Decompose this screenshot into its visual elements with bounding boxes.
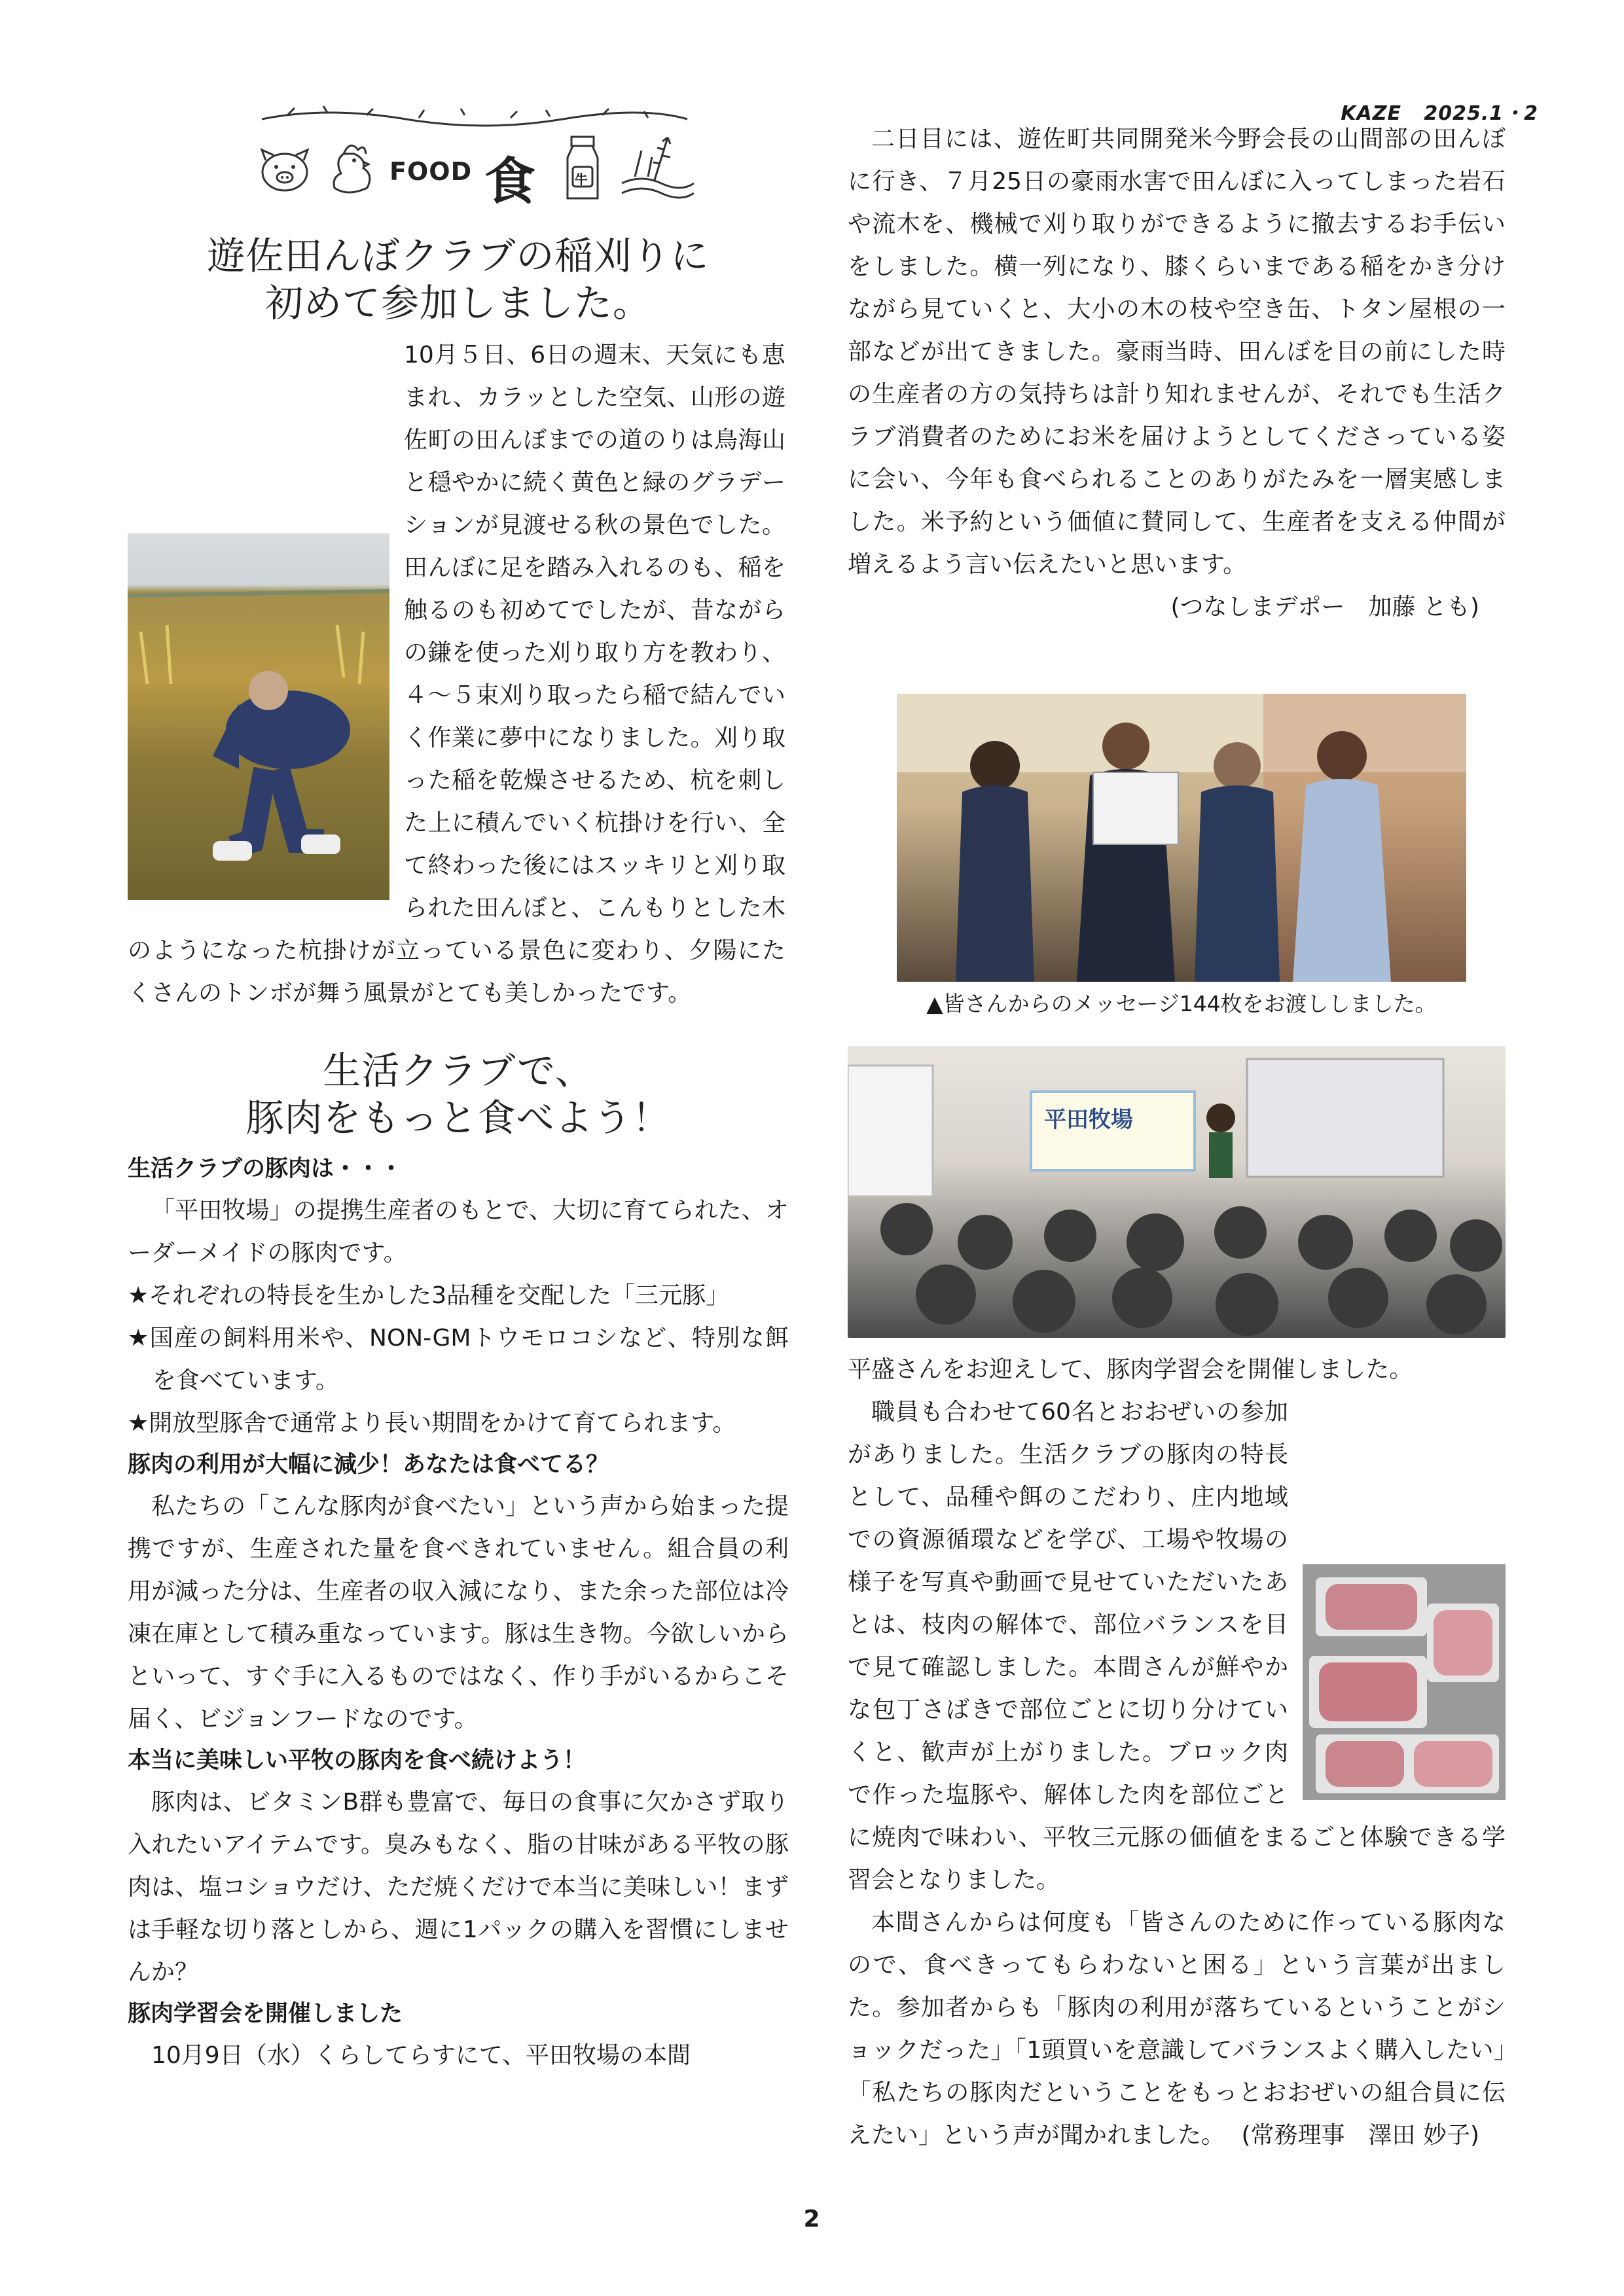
article1-title-line1: 遊佐田んぼクラブの稲刈りに <box>207 234 710 278</box>
pork-delicious-para: 豚肉は、ビタミンB群も豊富で、毎日の食事に欠かさず取り入れたいアイテムです。臭みもなく、脂の甘味がある平牧の豚肉は、塩コショウだけ、ただ焼くだけで本当に美味しい！まずは手軽な切り落としから、週に1パックの購入を習慣にしませんか？ <box>128 1789 789 1986</box>
group-photo-caption: ▲皆さんからのメッセージ144枚をお渡ししました。 <box>926 991 1437 1016</box>
food-label-en: FOOD <box>389 157 473 186</box>
pork-feature-2: ★国産の飼料用米や、NON-GMトウモロコシなど、特別な餌を食べています。 <box>128 1325 789 1394</box>
article1-author: (つなしまデポー 加藤 とも) <box>1170 594 1479 620</box>
group-message-photo <box>897 694 1466 982</box>
food-label-jp: 食 <box>484 152 536 211</box>
chicken-icon <box>324 134 383 200</box>
pork-subheading-3: 本当に美味しい平牧の豚肉を食べ続けよう！ <box>128 1748 586 1774</box>
pork-subheading-1: 生活クラブの豚肉は・・・ <box>128 1156 403 1182</box>
milk-label: 牛 <box>575 171 588 187</box>
article1-title-line2: 初めて参加しました。 <box>264 281 651 325</box>
study-para-2: 職員も合わせて60名とおおぜいの参加がありました。生活クラブの豚肉の特長として、品種や餌のこだわり、庄内地域での資源循環などを学び、工場や牧場の様子を写真や動画で見せていただいたあとは、枝肉の解体で、部位バランスを目で見て確認しました。本間さんが鮮やかな包丁さばきで部位ごとに切り分けていくと、歓声が上がりました。ブロック肉で作った塩豚や、解体した肉を部位ごとに焼肉で味わい、平牧三元豚の価値をまるごと体験できる学習会となりました。 <box>848 1399 1506 1893</box>
food-section-logo <box>249 105 700 209</box>
issue-date: 2025.1・2 <box>1424 102 1538 125</box>
pig-icon <box>255 141 314 200</box>
article2-title-line2: 豚肉をもっと食べよう！ <box>245 1096 671 1140</box>
article1-body-right <box>848 118 1506 628</box>
pork-decline-para: 私たちの「こんな豚肉が食べたい」という声から始まった提携ですが、生産された量を食べきれていません。組合員の利用が減った分は、生産者の収入減になり、また余った部位は冷凍在庫として積み重なっています。豚は生き物。今欲しいからといって、すぐ手に入るものではなく、作り手がいるからこそ届く、ビジョンフードなのです。 <box>128 1493 789 1732</box>
article2-title <box>128 1047 789 1141</box>
magazine-name: KAZE <box>1341 102 1402 125</box>
vine-border-icon <box>249 105 700 131</box>
pork-feature-3: ★開放型豚舎で通常より長い期間をかけて育てられます。 <box>128 1410 736 1437</box>
rice-field-icon <box>615 131 694 203</box>
article2-body-left <box>128 1149 789 2077</box>
page-number: 2 <box>803 2206 820 2233</box>
study-para-3: 本間さんからは何度も「皆さんのために作っている豚肉なので、食べきってもらわないと困る」という言葉が出ました。参加者からも「豚肉の利用が落ちているということがショックだった」「1頭買いを意識してバランスよく購入したい」「私たちの豚肉だということをもっとおおぜいの組合員に伝えたい」という声が聞かれました。 <box>848 1909 1506 2149</box>
article1-title <box>128 232 789 327</box>
pork-subheading-4: 豚肉学習会を開催しました <box>128 2001 403 2027</box>
study-session-photo <box>848 1046 1506 1338</box>
study-para-start: 10月9日（水）くらしてらすにて、平田牧場の本間 <box>151 2042 691 2069</box>
article2-title-line1: 生活クラブで、 <box>323 1049 594 1093</box>
pork-intro: 「平田牧場」の提携生産者のもとで、大切に育てられた、オーダーメイドの豚肉です。 <box>128 1197 789 1266</box>
article2-author: (常務理事 澤田 妙子) <box>1241 2122 1479 2149</box>
study-banner-text: 平田牧場 <box>1044 1107 1133 1133</box>
article1-para2: 二日目には、遊佐町共同開発米今野会長の山間部の田んぼに行き、７月25日の豪雨水害で田んぼに入ってしまった岩石や流木を、機械で刈り取りができるように撤去するお手伝いをしました。横一列になり、膝くらいまである稲をかき分けながら見ていくと、大小の木の枝や空き缶、トタン屋根の一部などが出てきました。豪雨当時、田んぼを目の前にした時の生産者の方の気持ちは計り知れませんが、それでも生活クラブ消費者のためにお米を届けようとしてくださっている姿に会い、今年も食べられることのありがたみを一層実感しました。米予約という価値に賛同して、生産者を支える仲間が増えるよう言い伝えたいと思います。 <box>848 126 1506 578</box>
study-para-continue: 平盛さんをお迎えして、豚肉学習会を開催しました。 <box>848 1356 1413 1383</box>
pork-feature-1: ★それぞれの特長を生かした3品種を交配した「三元豚」 <box>128 1282 730 1309</box>
rice-harvest-photo <box>128 533 389 900</box>
pork-subheading-2: 豚肉の利用が大幅に減少！あなたは食べてる？ <box>128 1452 609 1478</box>
pork-cuts-photo <box>1303 1564 1506 1800</box>
article1-body-left <box>128 334 785 1044</box>
article1-para1: 10月５日、6日の週末、天気にも恵まれ、カラッとした空気、山形の遊佐町の田んぼまでの道のりは鳥海山と穏やかに続く黄色と緑のグラデーションが見渡せる秋の景色でした。田んぼに足を踏み入れるのも、稲を触るのも初めてでしたが、昔ながらの鎌を使った刈り取り方を教わり、４～５束刈り取ったら稲で結んでいく作業に夢中になりました。刈り取った稲を乾燥させるため、杭を刺した上に積んでいく杭掛けを行い、全て終わった後にはスッキリと刈り取られた田んぼと、こんもりとした木のようになった杭掛けが立っている景色に変わり、夕陽にたくさんのトンボが舞う風景がとても美しかったです。 <box>128 342 785 1007</box>
article2-body-right <box>848 1348 1506 2157</box>
